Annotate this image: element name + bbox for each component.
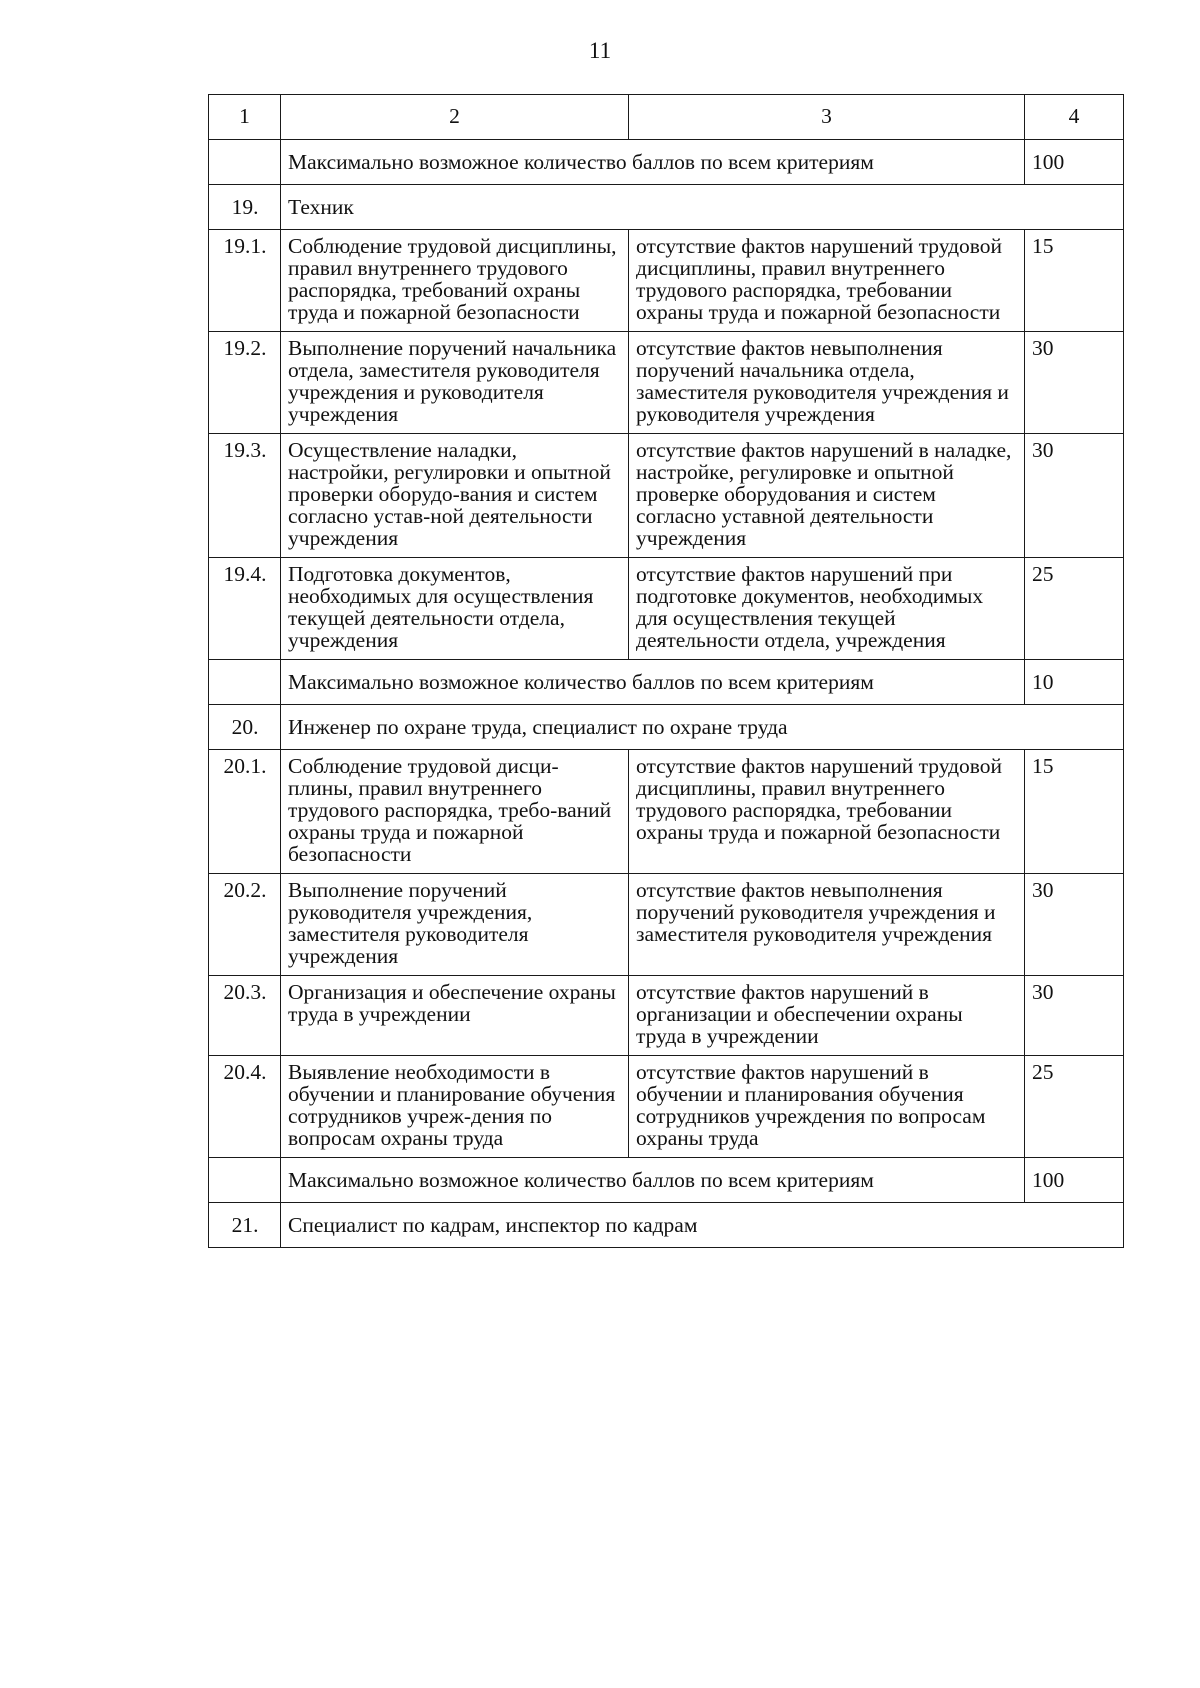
total-label: Максимально возможное количество баллов по всем критериям (281, 1158, 1025, 1203)
row-number: 20.3. (209, 976, 281, 1056)
total-label: Максимально возможное количество баллов по всем критериям (281, 140, 1025, 185)
criterion-text: Осуществление наладки, настройки, регулировки и опытной проверки оборудо-вания и систем согласно устав-ной деятельности учреждения (281, 434, 629, 558)
criterion-text: Организация и обеспечение охраны труда в учреждении (281, 976, 629, 1056)
points-value: 30 (1025, 874, 1124, 976)
header-cell-3: 3 (629, 95, 1025, 140)
section-number: 21. (209, 1203, 281, 1248)
indicator-text: отсутствие фактов нарушений в организации и обеспечении охраны труда в учреждении (629, 976, 1025, 1056)
section-row (209, 1203, 1124, 1248)
row-number: 19.3. (209, 434, 281, 558)
criterion-row (209, 874, 1124, 976)
section-row (209, 705, 1124, 750)
points-value: 30 (1025, 332, 1124, 434)
row-number (209, 140, 281, 185)
criterion-row (209, 434, 1124, 558)
section-title: Специалист по кадрам, инспектор по кадрам (281, 1203, 1124, 1248)
total-row (209, 1158, 1124, 1203)
criterion-text: Соблюдение трудовой дисци-плины, правил внутреннего трудового распорядка, требо-ваний охраны труда и пожарной безопасности (281, 750, 629, 874)
criterion-row (209, 976, 1124, 1056)
points-value: 25 (1025, 558, 1124, 660)
criterion-row (209, 230, 1124, 332)
total-points: 100 (1025, 140, 1124, 185)
points-value: 15 (1025, 750, 1124, 874)
section-row (209, 185, 1124, 230)
total-label: Максимально возможное количество баллов по всем критериям (281, 660, 1025, 705)
section-title: Инженер по охране труда, специалист по охране труда (281, 705, 1124, 750)
header-cell-2: 2 (281, 95, 629, 140)
criterion-row (209, 1056, 1124, 1158)
indicator-text: отсутствие фактов невыполнения поручений руководителя учреждения и заместителя руководителя учреждения (629, 874, 1025, 976)
row-number (209, 660, 281, 705)
section-number: 20. (209, 705, 281, 750)
criterion-row (209, 558, 1124, 660)
criterion-text: Подготовка документов, необходимых для осуществления текущей деятельности отдела, учреждения (281, 558, 629, 660)
row-number: 19.1. (209, 230, 281, 332)
points-value: 30 (1025, 976, 1124, 1056)
table-body (209, 95, 1124, 1248)
page-number: 11 (588, 38, 612, 63)
row-number: 19.4. (209, 558, 281, 660)
header-cell-1: 1 (209, 95, 281, 140)
row-number: 20.4. (209, 1056, 281, 1158)
criterion-text: Выполнение поручений руководителя учреждения, заместителя руководителя учреждения (281, 874, 629, 976)
row-number: 20.2. (209, 874, 281, 976)
indicator-text: отсутствие фактов нарушений в наладке, настройке, регулировке и опытной проверке оборудования и систем согласно уставной деятельности учреждения (629, 434, 1025, 558)
section-title: Техник (281, 185, 1124, 230)
total-points: 10 (1025, 660, 1124, 705)
row-number: 19.2. (209, 332, 281, 434)
criterion-row (209, 750, 1124, 874)
criterion-row (209, 332, 1124, 434)
total-points: 100 (1025, 1158, 1124, 1203)
indicator-text: отсутствие фактов нарушений в обучении и планирования обучения сотрудников учреждения по вопросам охраны труда (629, 1056, 1025, 1158)
table-header-row (209, 95, 1124, 140)
points-value: 25 (1025, 1056, 1124, 1158)
indicator-text: отсутствие фактов нарушений трудовой дисциплины, правил внутреннего трудового распорядка, требовании охраны труда и пожарной безопасности (629, 750, 1025, 874)
points-value: 15 (1025, 230, 1124, 332)
criterion-text: Соблюдение трудовой дисциплины, правил внутреннего трудового распорядка, требований охраны труда и пожарной безопасности (281, 230, 629, 332)
indicator-text: отсутствие фактов нарушений при подготовке документов, необходимых для осуществления текущей деятельности отдела, учреждения (629, 558, 1025, 660)
indicator-text: отсутствие фактов нарушений трудовой дисциплины, правил внутреннего трудового распорядка, требовании охраны труда и пожарной безопасности (629, 230, 1025, 332)
indicator-text: отсутствие фактов невыполнения поручений начальника отдела, заместителя руководителя учреждения и руководителя учреждения (629, 332, 1025, 434)
total-row (209, 140, 1124, 185)
row-number (209, 1158, 281, 1203)
criterion-text: Выявление необходимости в обучении и планирование обучения сотрудников учреж-дения по вопросам охраны труда (281, 1056, 629, 1158)
header-cell-4: 4 (1025, 95, 1124, 140)
row-number: 20.1. (209, 750, 281, 874)
criterion-text: Выполнение поручений начальника отдела, заместителя руководителя учреждения и руководителя учреждения (281, 332, 629, 434)
criteria-table (208, 94, 1124, 1248)
total-row (209, 660, 1124, 705)
section-number: 19. (209, 185, 281, 230)
points-value: 30 (1025, 434, 1124, 558)
